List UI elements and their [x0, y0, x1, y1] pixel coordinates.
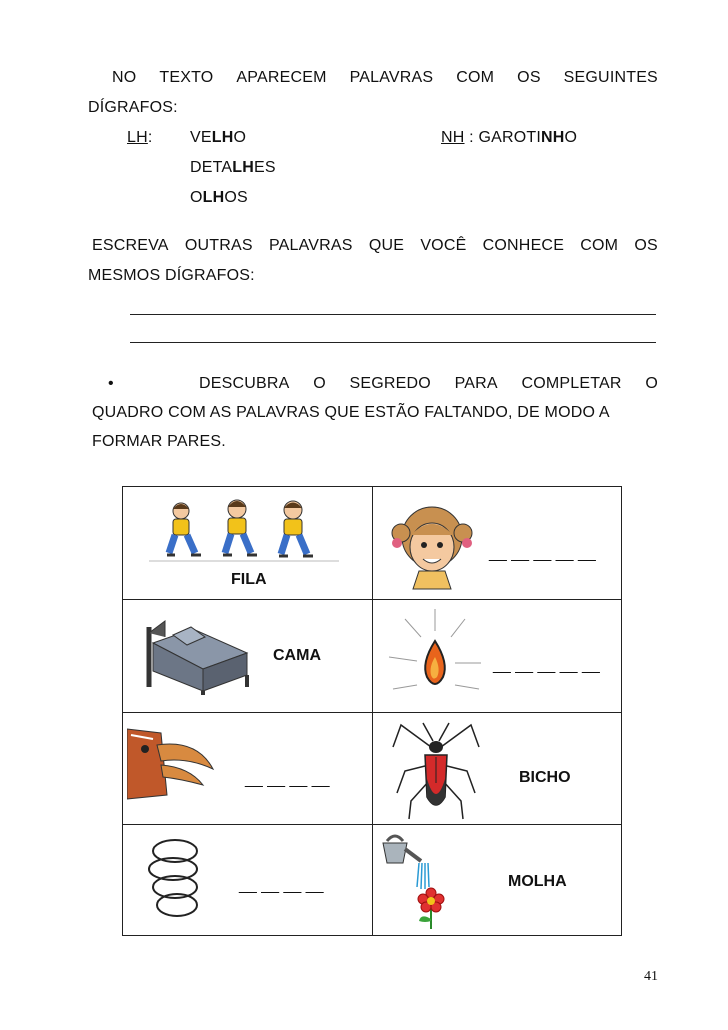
intro-word: PALAVRAS	[349, 69, 434, 86]
beak-icon	[127, 725, 217, 805]
intro-word: COM	[456, 69, 495, 86]
task1-word: CONHECE	[482, 237, 565, 254]
spiral-icon	[145, 837, 205, 921]
girl-icon	[387, 493, 477, 591]
lh-word-1	[190, 129, 246, 147]
watering-can-icon	[381, 831, 461, 931]
task1-word: PALAVRAS	[268, 237, 353, 254]
intro-word: APARECEM	[236, 69, 327, 86]
nh-group	[441, 129, 577, 147]
nh-label: NH	[441, 129, 465, 146]
task2-word: SEGREDO	[349, 375, 431, 392]
word-part: O	[233, 129, 247, 146]
task1-line-1	[92, 237, 658, 255]
blank-bico[interactable]: __ __ __ __	[245, 771, 330, 788]
intro-word: OS	[517, 69, 541, 86]
task2-word: O	[645, 375, 658, 392]
word-digraph: NH	[541, 129, 565, 146]
table-divider	[372, 487, 373, 935]
task2-bullet: •	[108, 375, 114, 392]
blank-mola[interactable]: __ __ __ __	[239, 877, 324, 894]
lh-word-2	[190, 159, 276, 177]
answer-line-2[interactable]	[130, 342, 656, 343]
word-cama: CAMA	[273, 647, 321, 664]
word-digraph: LH	[202, 189, 225, 206]
intro-word: SEGUINTES	[563, 69, 658, 86]
task2-word: COMPLETAR	[521, 375, 622, 392]
nh-sep: :	[464, 129, 479, 146]
word-part: O	[564, 129, 578, 146]
bed-icon	[143, 613, 253, 695]
word-part: O	[190, 189, 203, 206]
task2-word: DESCUBRA	[199, 375, 290, 392]
task1-word: ESCREVA	[92, 237, 169, 254]
flame-icon	[385, 605, 485, 705]
task1-word: OS	[634, 237, 658, 254]
word-digraph: LH	[211, 129, 234, 146]
lh-word-3	[190, 189, 248, 207]
table-divider	[123, 824, 621, 825]
task2-line-3: FORMAR PARES.	[92, 433, 226, 450]
pairs-table	[122, 486, 622, 936]
task2-line-2: QUADRO COM AS PALAVRAS QUE ESTÃO FALTANDO, DE MODO A	[92, 404, 610, 421]
word-part: OS	[224, 189, 248, 206]
word-molha: MOLHA	[508, 873, 567, 890]
intro-line-2: DÍGRAFOS:	[88, 99, 178, 116]
lh-label: LH	[127, 129, 148, 146]
kids-line-icon	[149, 495, 339, 565]
blank-chupeta[interactable]: __ __ __ __ __	[489, 545, 596, 562]
table-divider	[123, 712, 621, 713]
task2-word: O	[313, 375, 326, 392]
word-part: DETA	[190, 159, 233, 176]
table-divider	[123, 599, 621, 600]
intro-line-1	[112, 69, 658, 87]
word-fila: FILA	[231, 571, 267, 588]
word-part: GAROTI	[478, 129, 541, 146]
task2-line-1	[199, 375, 658, 393]
answer-line-1[interactable]	[130, 314, 656, 315]
task1-line-2: MESMOS DÍGRAFOS:	[88, 267, 255, 284]
lh-label-group	[127, 129, 153, 147]
task1-word: QUE	[368, 237, 405, 254]
word-part: VE	[190, 129, 212, 146]
page-number: 41	[644, 969, 658, 984]
task2-word: PARA	[454, 375, 498, 392]
intro-word: TEXTO	[159, 69, 214, 86]
blank-chama[interactable]: __ __ __ __ __	[493, 657, 600, 674]
task1-word: VOCÊ	[420, 237, 467, 254]
task1-word: OUTRAS	[184, 237, 253, 254]
lh-colon: :	[147, 129, 153, 146]
intro-word: NO	[112, 69, 137, 86]
word-part: ES	[254, 159, 276, 176]
word-digraph: LH	[232, 159, 255, 176]
task1-word: COM	[580, 237, 619, 254]
word-bicho: BICHO	[519, 769, 571, 786]
bug-icon	[391, 717, 481, 821]
